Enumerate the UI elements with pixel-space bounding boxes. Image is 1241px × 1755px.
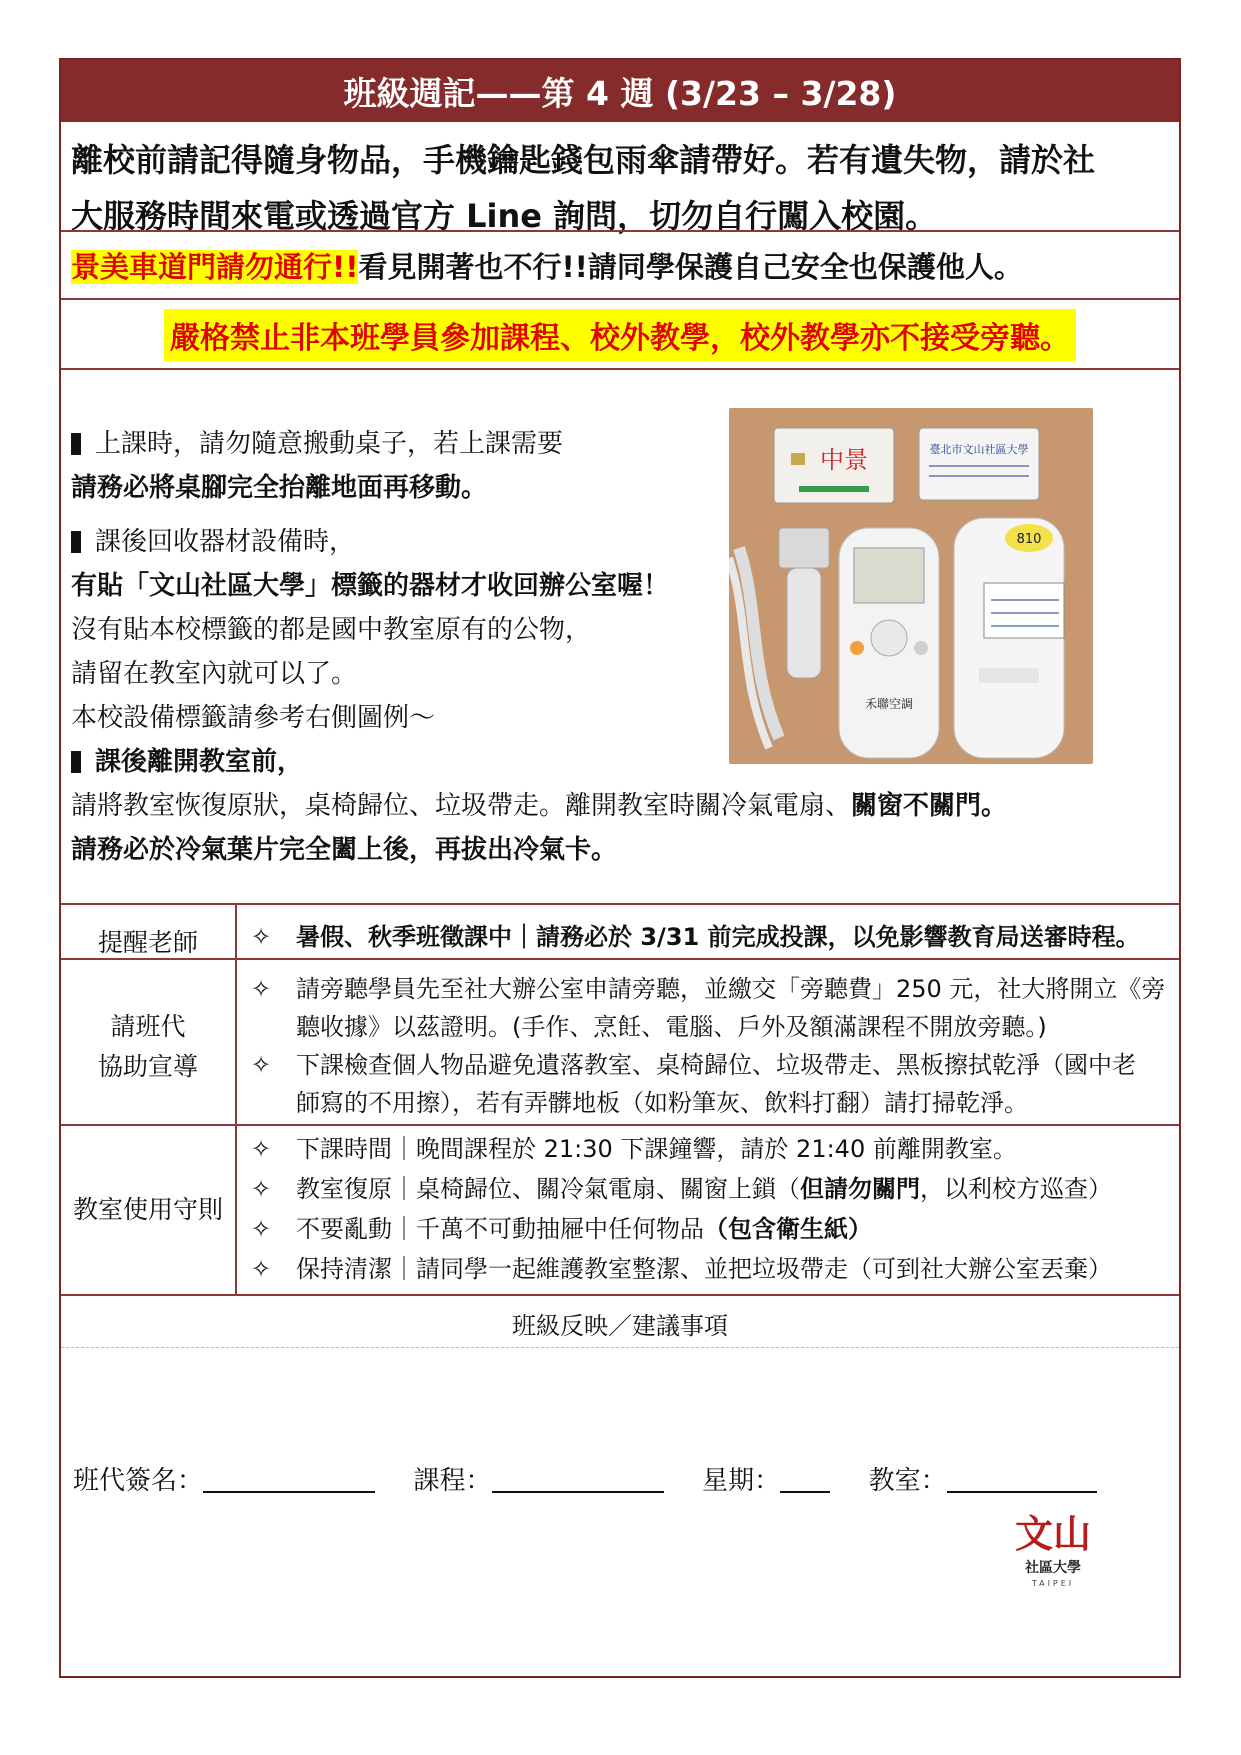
divider (61, 903, 1179, 905)
diamond-bullet-icon: ✧ (251, 1135, 272, 1163)
diamond-bullet-icon: ✧ (251, 1255, 272, 1283)
rule-desks: 上課時，請勿隨意搬動桌子，若上課需要 請務必將桌腳完全抬離地面再移動。 (71, 429, 564, 503)
diamond-bullet-icon: ✧ (251, 1175, 272, 1203)
signature-row: 班代簽名： 課程： 星期： 教室： (73, 1460, 1097, 1497)
logo-glyph: 文山 (1014, 1511, 1092, 1556)
bullet-square-icon (71, 751, 81, 773)
logo-name: 社區大學 (1025, 1560, 1081, 1576)
audit-ban-notice: 嚴格禁止非本班學員參加課程、校外教學，校外教學亦不接受旁聽。 (61, 300, 1179, 370)
equipment-photo-illustration (729, 408, 1093, 764)
logo-en: TAIPEI (1031, 1579, 1075, 1588)
classroom-field[interactable] (947, 1465, 1097, 1493)
belongings-notice: 離校前請記得隨身物品，手機鑰匙錢包雨傘請帶好。若有遺失物，請於社 大服務時間來電或透過官方 Line 詢問，切勿自行闖入校園。 (71, 141, 1096, 235)
diamond-bullet-icon: ✧ (251, 1051, 272, 1079)
school-logo-mark (1008, 1492, 1098, 1602)
bullet-square-icon (71, 433, 81, 455)
divider (61, 1124, 1179, 1126)
driveway-warning: 景美車道門請勿通行!! (71, 250, 359, 284)
equipment-label-photo (729, 408, 1093, 764)
rule-equipment: 課後回收器材設備時， 有貼「文山社區大學」標籤的器材才收回辦公室喔！ 沒有貼本校標籤的都是國中教室原有的公物， 請留在教室內就可以了。 本校設備標籤請參考右側圖例～ (71, 527, 670, 733)
card-text: 中景 (820, 446, 868, 474)
bullet-square-icon (71, 531, 81, 553)
rule-leaving: 課後離開教室前， 請將教室恢復原狀，桌椅歸位、垃圾帶走。離開教室時關冷氣電扇、關窗不關門。 請務必於冷氣葉片完全闔上後，再拔出冷氣卡。 (71, 747, 1008, 865)
diamond-bullet-icon: ✧ (251, 1215, 272, 1243)
divider (61, 368, 1179, 370)
class-rep-label: 請班代 協助宣導 (97, 1012, 198, 1081)
weekly-notice-frame: 班級週記——第 4 週 (3/23 – 3/28) 離校前請記得隨身物品，手機鑰匙錢包雨傘請帶好。若有遺失物，請於社 大服務時間來電或透過官方 Line 詢問，切勿自行闖入校園。 景美車道門請勿通行!!看見開著也不行!!請同學保護自己安全也保護他人。 嚴格禁止非本班學員參加課程、校外教學，校外教學亦不接受旁聽。 上課時，請勿隨意搬動桌子，若上課需要 請務必將桌腳完全抬離地面再移動。 課後回收器材設備時， 有貼「文山社區大學」標籤的器材才收回辦公室喔！ 沒有貼本校標籤的都是國中教室原有的公物， 請留在教室內就可以了。 本校設備標籤請參考右側圖例～ 課後離開教室前， 請將教室恢復原狀，桌椅歸位、垃圾帶走。離開教室時關冷氣電扇、關窗不關門。 請務必於冷氣葉片完全闔上後，再拔出冷氣卡。 中景 臺北市文山社區大學 禾聯空調 810 提醒老師 ✧ 暑假、秋季班徵課中｜請務必於 3/31 前完成投課，以免影響教育局送審時程。 請班代 協助宣導 ✧ 請旁聽學員先至社大辦公室申請旁聽，並繳交「旁聽費」250 元，社大將開立《旁 聽收據》以茲證明。(手作、烹飪、電腦、戶外及額滿課程不開放旁聽。) ✧ 下課檢查個人物品避免遺落教室、桌椅歸位、垃圾帶走、黑板擦拭乾淨（國中老 師寫的不用擦），若有弄髒地板（如粉筆灰、飲料打翻）請打掃乾淨。 教室使用守則 ✧ 下課時間｜晚間課程於 21:30 下課鐘響，請於 21:40 前離開教室。 ✧ 教室復原｜桌椅歸位、關冷氣電扇、關窗上鎖（但請勿關門，以利校方巡查） ✧ 不要亂動｜千萬不可動抽屜中任何物品（包含衛生紙） ✧ 保持清潔｜請同學一起維護教室整潔、並把垃圾帶走（可到社大辦公室丟棄） 班級反映／建議事項 班代簽名： 課程： 星期： 教室： (59, 58, 1181, 1678)
classroom-rules-label: 教室使用守則 (72, 1195, 223, 1224)
sticker-number: 810 (1016, 532, 1042, 547)
divider (61, 230, 1179, 232)
page-title: 班級週記——第 4 週 (3/23 – 3/28) (61, 60, 1179, 122)
divider (61, 958, 1179, 960)
rep-signature-field[interactable] (203, 1465, 375, 1493)
driveway-notice: 景美車道門請勿通行!!看見開著也不行!!請同學保護自己安全也保護他人。 (71, 250, 1023, 284)
teacher-reminder-label: 提醒老師 (97, 928, 198, 957)
diamond-bullet-icon: ✧ (251, 923, 272, 951)
course-field[interactable] (492, 1465, 664, 1493)
diamond-bullet-icon: ✧ (251, 975, 272, 1003)
school-logo (1008, 1492, 1098, 1602)
divider (61, 1294, 1179, 1296)
table-column-divider (235, 903, 237, 1294)
feedback-label: 班級反映／建議事項 (512, 1312, 728, 1340)
weekday-field[interactable] (780, 1465, 830, 1493)
sticker-school-name: 臺北市文山社區大學 (929, 443, 1029, 456)
remote-brand: 禾聯空調 (864, 697, 914, 711)
feedback-divider (61, 1347, 1179, 1348)
